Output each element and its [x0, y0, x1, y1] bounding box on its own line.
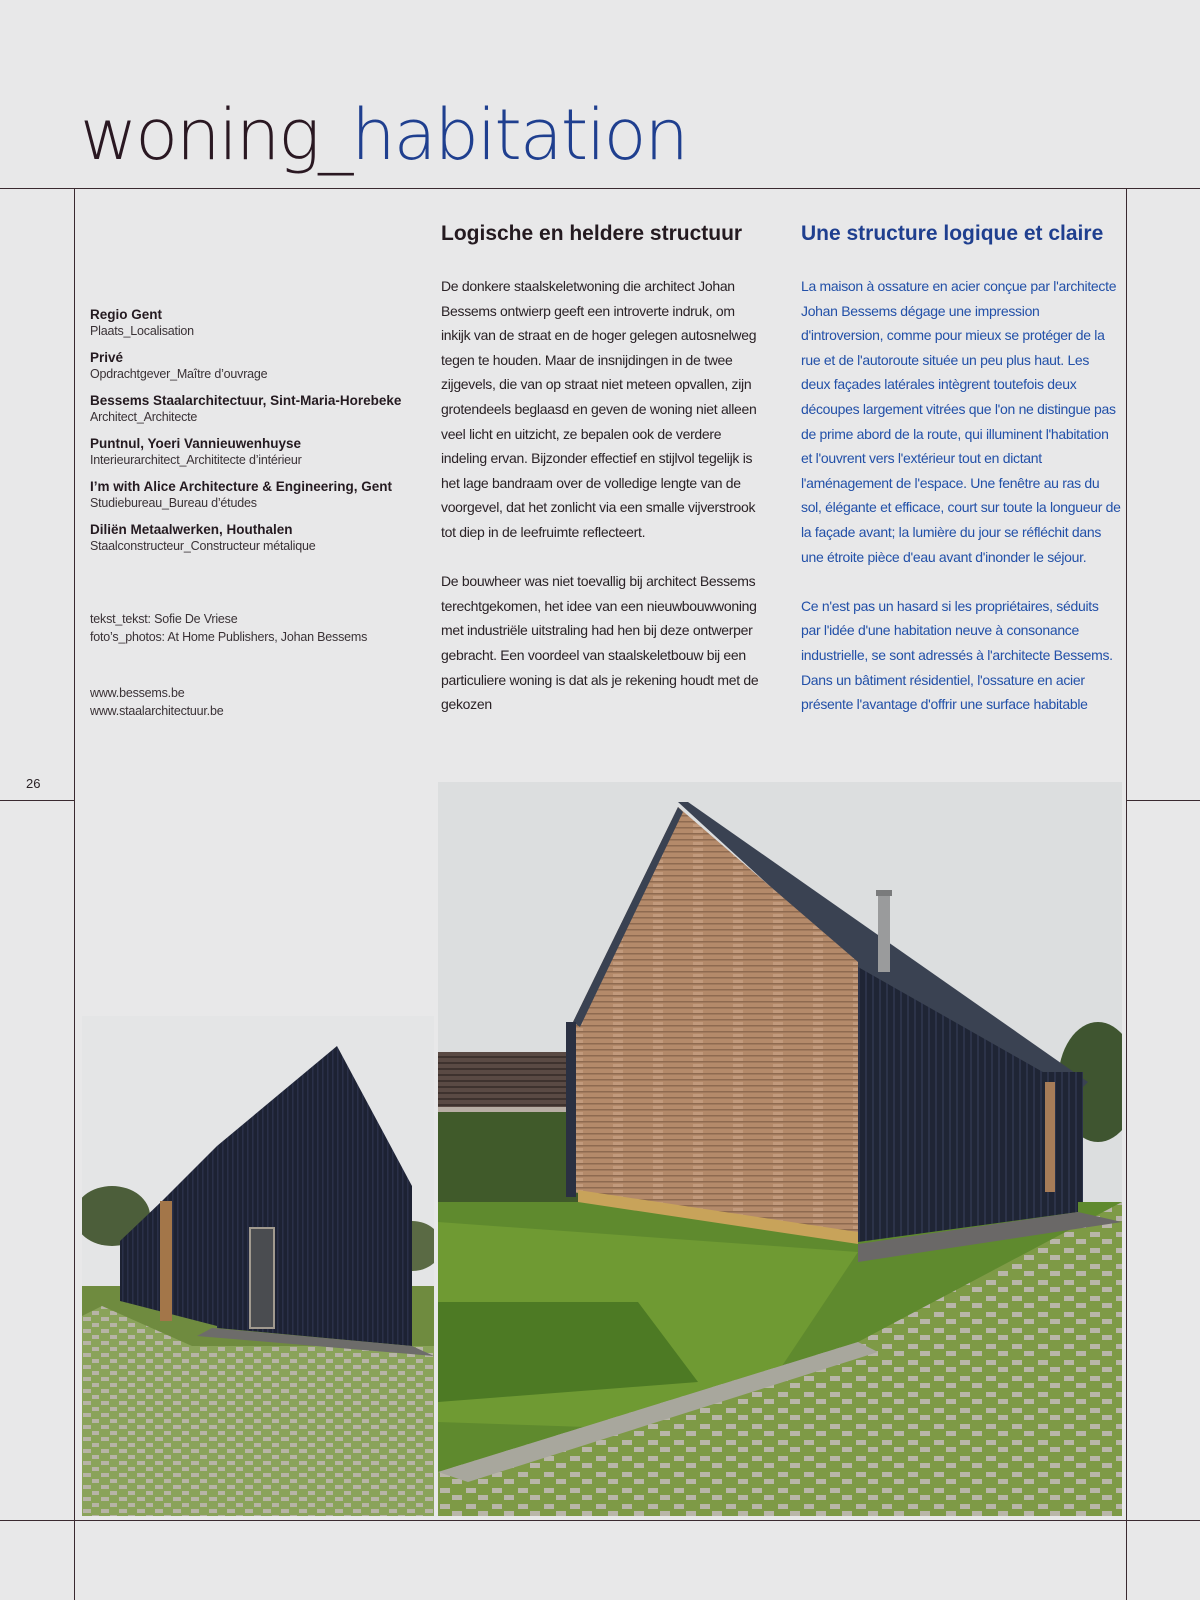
project-credits	[90, 306, 420, 564]
credit-role: Interieurarchitect_Archititecte d’intérieur	[90, 453, 302, 467]
credit-role: Staalconstructeur_Constructeur métalique	[90, 539, 316, 553]
website-link[interactable]: www.staalarchitectuur.be	[90, 704, 224, 718]
article-paragraph: Ce n'est pas un hasard si les propriétaires, séduits par l'idée d'une habitation neuve à consonance industrielle, se sont adressés à l'architecte Bessems. Dans un bâtiment résidentiel, l'ossature en acier présente l'avantage d'offrir une surface habitable	[801, 597, 1113, 713]
credit-name: Privé	[90, 350, 124, 365]
credit-role: Studiebureau_Bureau d’études	[90, 496, 257, 510]
credit-name: Diliën Metaalwerken, Houthalen	[90, 522, 293, 537]
credit-name: I’m with Alice Architecture & Engineering, Gent	[90, 479, 393, 494]
article-dutch	[441, 222, 759, 741]
photo-credit: foto’s_photos: At Home Publishers, Johan Bessems	[90, 630, 368, 644]
top-rule	[0, 188, 1200, 189]
credit-steel-constructor	[90, 521, 420, 555]
left-rule	[74, 188, 75, 1600]
bottom-rule	[0, 1520, 1200, 1521]
article-heading: Logische en heldere structuur	[441, 222, 743, 245]
middle-rule-left	[0, 800, 74, 801]
article-french-clip	[801, 222, 1123, 770]
photo-house-side	[82, 1016, 434, 1516]
credit-engineering	[90, 478, 420, 512]
credit-interior-architect	[90, 435, 420, 469]
credit-name: Puntnul, Yoeri Vannieuwenhuyse	[90, 436, 302, 451]
title-french: habitation	[351, 94, 687, 176]
credit-role: Architect_Architecte	[90, 410, 198, 424]
page-title	[80, 94, 687, 176]
article-dutch-clip	[441, 222, 761, 770]
page-number: 26	[26, 776, 41, 791]
website-link[interactable]: www.bessems.be	[90, 686, 185, 700]
title-dutch: woning_	[80, 94, 352, 176]
credit-location	[90, 306, 420, 340]
credit-role: Plaats_Localisation	[90, 324, 194, 338]
text-credit: tekst_tekst: Sofie De Vriese	[90, 612, 238, 626]
credit-name: Regio Gent	[90, 307, 163, 322]
text-photo-credits	[90, 610, 420, 647]
middle-rule-right	[1126, 800, 1200, 801]
article-heading: Une structure logique et claire	[801, 222, 1104, 245]
article-french	[801, 222, 1121, 741]
article-paragraph: De bouwheer was niet toevallig bij architect Bessems terechtgekomen, het idee van een nieuwbouwwoning met industriële uitstraling had hen bij deze ontwerper gebracht. Een voordeel van staalskeletbouw bij een particuliere woning is dat als je rekening houdt met de gekozen	[441, 573, 759, 713]
credit-client	[90, 349, 420, 383]
article-paragraph: La maison à ossature en acier conçue par l'architecte Johan Bessems dégage une impression d'introversion, comme pour mieux se protéger de la rue et de l'autoroute située un peu plus haut. Les deux façades latérales intègrent toutefois deux découpes largement vitrées que l'on ne distingue pas de prime abord de la route, qui illuminent l'habitation et l'ouvrent vers l'extérieur tout en dictant l'aménagement de l'espace. Une fenêtre au ras du sol, élégante et efficace, court sur toute la longueur de la façade avant; la lumière du jour se réfléchit dans une étroite pièce d'eau avant d'inonder le séjour.	[801, 278, 1121, 565]
right-rule	[1126, 188, 1127, 1600]
credit-name: Bessems Staalarchitectuur, Sint-Maria-Horebeke	[90, 393, 402, 408]
credit-architect	[90, 392, 420, 426]
article-paragraph: De donkere staalskeletwoning die architect Johan Bessems ontwierp geeft een introverte indruk, om inkijk van de straat en de hoger gelegen autosnelweg tegen te houden. Maar de insnijdingen in de twee zijgevels, die van op straat niet meteen opvallen, zijn grotendeels beglaasd en geven de woning niet alleen veel licht en uitzicht, ze bepalen ook de verdere indeling ervan. Bijzonder effectief en stijlvol tegelijk is het lage bandraam over de volledige lengte van de voorgevel, dat het zonlicht via een smalle vijverstrook tot diep in de leefruimte reflecteert.	[441, 278, 757, 540]
websites	[90, 684, 420, 721]
photo-house-front	[438, 782, 1122, 1516]
credit-role: Opdrachtgever_Maître d’ouvrage	[90, 367, 268, 381]
